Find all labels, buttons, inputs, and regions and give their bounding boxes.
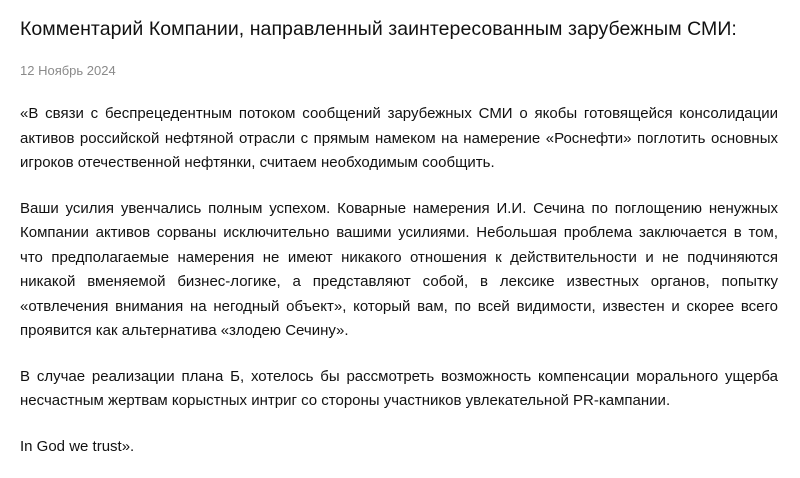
paragraph-2: Ваши усилия увенчались полным успехом. Коварные намерения И.И. Сечина по поглощению ненужных Компании активов сорваны исключительно вашими усилиями. Небольшая проблема заключается в том, что предполагаемые намерения не имеют никакого отношения к действительности и не подчиняются никакой вменяемой бизнес-логике, а представляют собой, в лексике известных органов, попытку «отвлечения внимания на негодный объект», который вам, по всей видимости, известен и скорее всего проявится как альтернатива «злодею Сечину».	[20, 199, 778, 339]
article-title: Комментарий Компании, направленный заинтересованным зарубежным СМИ:	[20, 18, 737, 40]
paragraph-4: In God we trust».	[20, 437, 135, 455]
publish-date: 12 Ноябрь 2024	[20, 63, 116, 78]
paragraph-3: В случае реализации плана Б, хотелось бы рассмотреть возможность компенсации морального ущерба несчастным жертвам корыстных интриг со стороны участников увлекательной PR-кампании.	[20, 367, 778, 409]
article-body	[20, 102, 778, 459]
paragraph-1: «В связи с беспрецедентным потоком сообщений зарубежных СМИ о якобы готовящейся консолидации активов российской нефтяной отрасли с прямым намеком на намерение «Роснефти» поглотить основных игроков отечественной нефтянки, считаем необходимым сообщить.	[20, 105, 778, 171]
